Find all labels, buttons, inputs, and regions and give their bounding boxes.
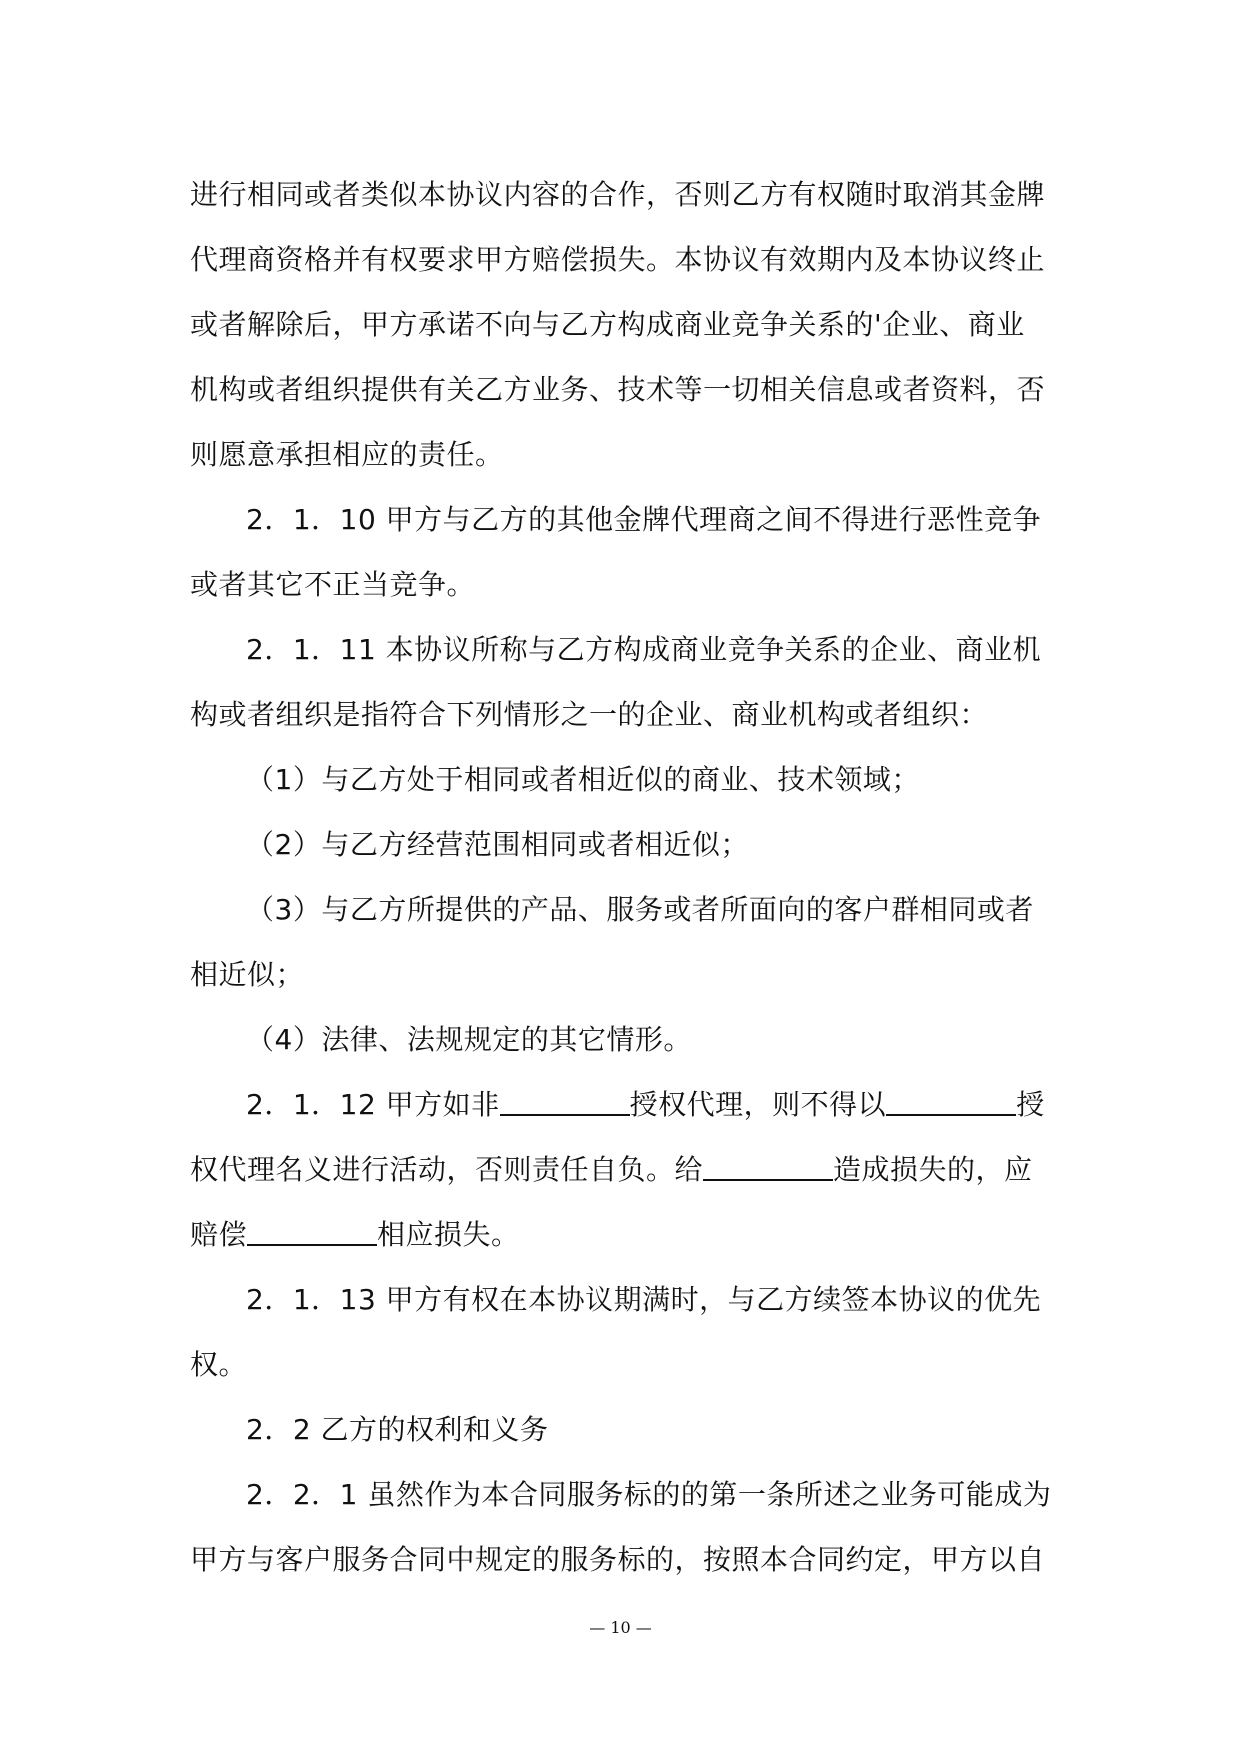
clause-2-1-12-line-2 [190, 1137, 1060, 1202]
clause-2-2-1-line: 2．2．1 虽然作为本合同服务标的的第一条所述之业务可能成为 [246, 1478, 1052, 1511]
clause-2-1-12-line-3 [190, 1202, 1060, 1267]
clause-2-1-10-line: 2．1．10 甲方与乙方的其他金牌代理商之间不得进行恶性竞争 [246, 503, 1042, 536]
document-body [190, 162, 1060, 1592]
clause-text: 造成损失的，应 [833, 1153, 1033, 1186]
fill-in-blank[interactable] [703, 1149, 833, 1181]
body-line: 或者其它不正当竞争。 [190, 568, 476, 601]
body-line: 进行相同或者类似本协议内容的合作，否则乙方有权随时取消其金牌 [190, 178, 1046, 211]
section-2-2-heading: 2．2 乙方的权利和义务 [246, 1413, 549, 1446]
fill-in-blank[interactable] [886, 1084, 1016, 1116]
clause-2-1-13-line: 2．1．13 甲方有权在本协议期满时，与乙方续签本协议的优先 [246, 1283, 1042, 1316]
page-number: — 10 — [589, 1618, 652, 1637]
list-item-4: （4）法律、法规规定的其它情形。 [246, 1023, 692, 1056]
clause-text: 赔偿 [190, 1218, 248, 1251]
list-item-3: （3）与乙方所提供的产品、服务或者所面向的客户群相同或者 [246, 893, 1034, 926]
clause-text: 权代理名义进行活动，否则责任自负。给 [190, 1153, 704, 1186]
clause-2-1-12-line-1 [190, 1072, 1060, 1137]
list-item-1: （1）与乙方处于相同或者相近似的商业、技术领域； [246, 763, 920, 796]
clause-text: 相应损失。 [377, 1218, 520, 1251]
body-line: 相近似； [190, 958, 305, 991]
body-line: 或者解除后，甲方承诺不向与乙方构成商业竞争关系的'企业、商业 [190, 308, 1025, 341]
clause-2-1-11-line: 2．1．11 本协议所称与乙方构成商业竞争关系的企业、商业机 [246, 633, 1042, 666]
body-line: 机构或者组织提供有关乙方业务、技术等一切相关信息或者资料，否 [190, 373, 1046, 406]
fill-in-blank[interactable] [247, 1214, 377, 1246]
body-line: 权。 [190, 1348, 248, 1381]
list-item-2: （2）与乙方经营范围相同或者相近似； [246, 828, 749, 861]
clause-text: 2．1．12 甲方如非 [246, 1088, 500, 1121]
body-line: 则愿意承担相应的责任。 [190, 438, 504, 471]
fill-in-blank[interactable] [500, 1084, 630, 1116]
body-line: 甲方与客户服务合同中规定的服务标的，按照本合同约定，甲方以自 [190, 1543, 1046, 1576]
body-line: 构或者组织是指符合下列情形之一的企业、商业机构或者组织： [190, 698, 989, 731]
clause-text: 授权代理，则不得以 [629, 1088, 887, 1121]
body-line: 代理商资格并有权要求甲方赔偿损失。本协议有效期内及本协议终止 [190, 243, 1046, 276]
clause-text: 授 [1016, 1088, 1045, 1121]
